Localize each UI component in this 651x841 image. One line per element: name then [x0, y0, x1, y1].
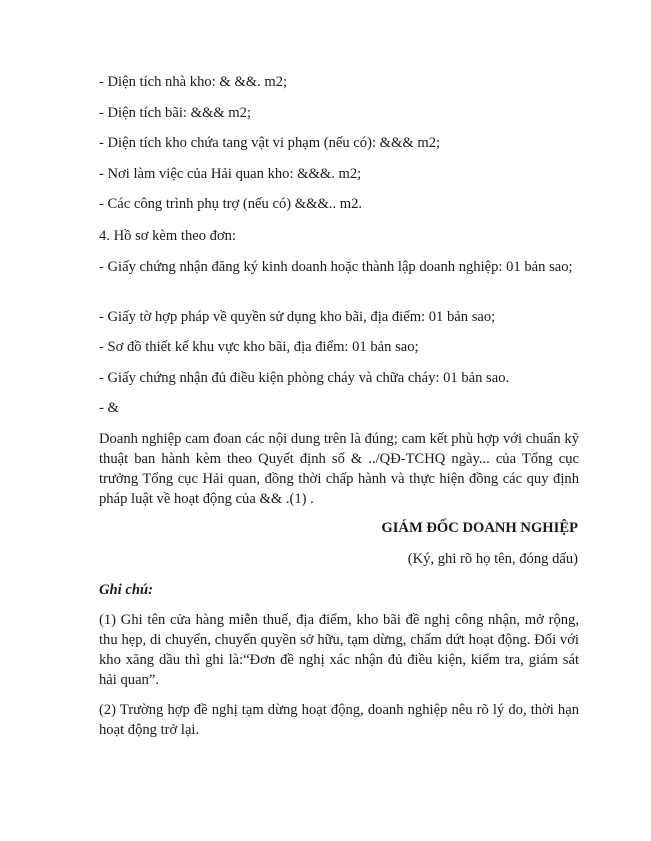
- note-1: (1) Ghi tên cửa hàng miễn thuế, địa điểm, kho bãi đề nghị công nhận, mở rộng, thu hẹp, di chuyển, chuyển quyền sở hữu, tạm dừng, chấm dứt hoạt động. Đối với kho xăng dầu thì ghi là:“Đơn đề nghị xác nhận đủ điều kiện, kiểm tra, giám sát hải quan”.: [99, 612, 579, 688]
- attachment-fire-safety-certificate: - Giấy chứng nhận đủ điều kiện phòng cháy và chữa cháy: 01 bản sao.: [99, 370, 510, 386]
- signature-note: (Ký, ghi rõ họ tên, đóng dấu): [407, 551, 578, 567]
- area-customs-office-line: - Nơi làm việc của Hải quan kho: &&&. m2;: [99, 166, 362, 182]
- section-4-heading: 4. Hồ sơ kèm theo đơn:: [99, 228, 237, 244]
- notes-heading: Ghi chú:: [99, 582, 153, 598]
- signature-title: GIÁM ĐỐC DOANH NGHIỆP: [381, 520, 578, 536]
- area-auxiliary-works-line: - Các công trình phụ trợ (nếu có) &&&.. m2.: [99, 196, 363, 212]
- attachment-business-registration: - Giấy chứng nhận đăng ký kinh doanh hoặc thành lập doanh nghiệp: 01 bản sao;: [99, 259, 573, 275]
- commitment-paragraph: Doanh nghiệp cam đoan các nội dung trên là đúng; cam kết phù hợp với chuẩn kỹ thuật ban hành kèm theo Quyết định số & ../QĐ-TCHQ ngày... của Tổng cục trưởng Tổng cục Hải quan, đồng thời chấp hành và thực hiện đồng các quy định pháp luật về hoạt động của && .(1) .: [99, 431, 579, 507]
- attachment-land-use-rights: - Giấy tờ hợp pháp về quyền sử dụng kho bãi, địa điểm: 01 bản sao;: [99, 309, 496, 325]
- area-yard-line: - Diện tích bãi: &&& m2;: [99, 105, 251, 121]
- area-violation-storage-line: - Diện tích kho chứa tang vật vi phạm (nếu có): &&& m2;: [99, 135, 441, 151]
- note-2: (2) Trường hợp đề nghị tạm dừng hoạt động, doanh nghiệp nêu rõ lý do, thời hạn hoạt động trở lại.: [99, 702, 579, 738]
- attachment-other: - &: [99, 400, 119, 416]
- area-warehouse-line: - Diện tích nhà kho: & &&. m2;: [99, 74, 288, 90]
- attachment-layout-diagram: - Sơ đồ thiết kế khu vực kho bãi, địa điểm: 01 bản sao;: [99, 339, 419, 355]
